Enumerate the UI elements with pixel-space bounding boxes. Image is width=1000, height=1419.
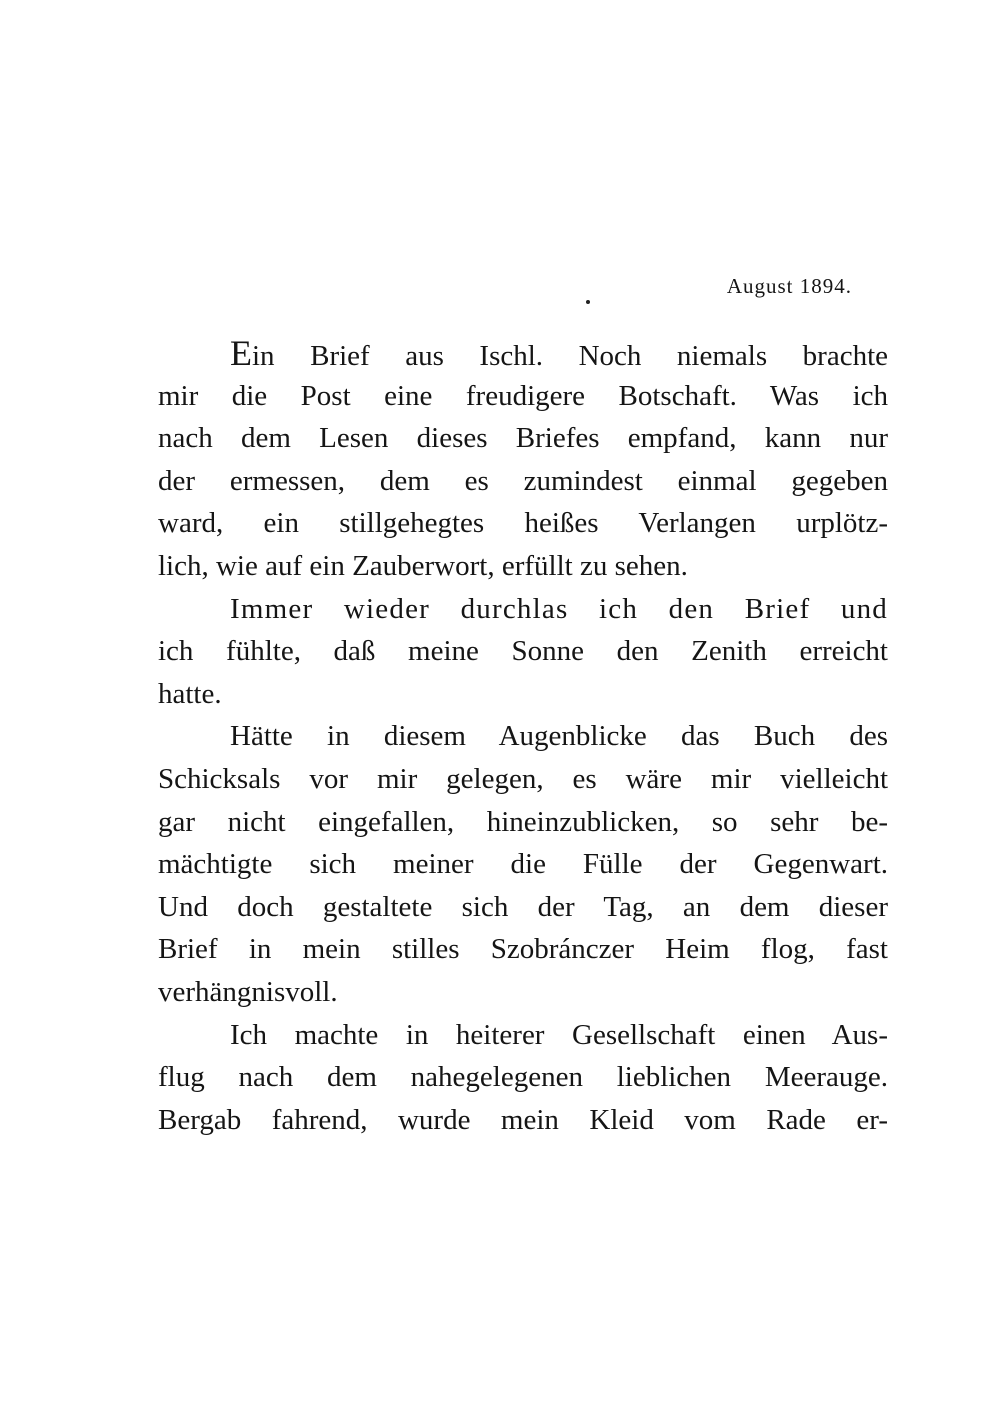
text-line: lich, wie auf ein Zauberwort, erfüllt zu sehen. <box>158 549 688 582</box>
body-text <box>158 332 888 1141</box>
text-line: ich fühlte, daß meine Sonne den Zenith erreicht <box>158 635 888 668</box>
text-line: Schicksals vor mir gelegen, es wäre mir vielleicht <box>158 762 888 795</box>
text-line: nach dem Lesen dieses Briefes empfand, kann nur <box>158 422 888 455</box>
text-line: der ermessen, dem es zumindest einmal gegeben <box>158 464 888 497</box>
text-line: hatte. <box>158 677 222 710</box>
text-line: mächtigte sich meiner die Fülle der Gegenwart. <box>158 848 888 881</box>
text-line: Hätte in diesem Augenblicke das Buch des <box>230 720 888 753</box>
text-line: Immer wieder durchlas ich den Brief und <box>230 592 888 625</box>
text-line: verhängnisvoll. <box>158 975 338 1008</box>
text-line: Bergab fahrend, wurde mein Kleid vom Rade er- <box>158 1103 888 1136</box>
initial-letter: E <box>230 333 252 373</box>
text-line: ward, ein stillgehegtes heißes Verlangen urplötz- <box>158 507 888 540</box>
text-line <box>158 332 888 375</box>
print-speck <box>586 300 590 304</box>
text-line: flug nach dem nahegelegenen lieblichen Meerauge. <box>158 1061 888 1094</box>
text-line: gar nicht eingefallen, hineinzublicken, so sehr be- <box>158 805 888 838</box>
text-line: Ich machte in heiterer Gesellschaft einen Aus- <box>230 1018 888 1051</box>
page-date-header: August 1894. <box>726 274 852 298</box>
first-line-rest: in Brief aus Ischl. Noch niemals brachte <box>252 340 888 372</box>
text-line: mir die Post eine freudigere Botschaft. Was ich <box>158 379 888 412</box>
text-line: Und doch gestaltete sich der Tag, an dem dieser <box>158 890 888 923</box>
text-line: Brief in mein stilles Szobránczer Heim flog, fast <box>158 933 888 966</box>
